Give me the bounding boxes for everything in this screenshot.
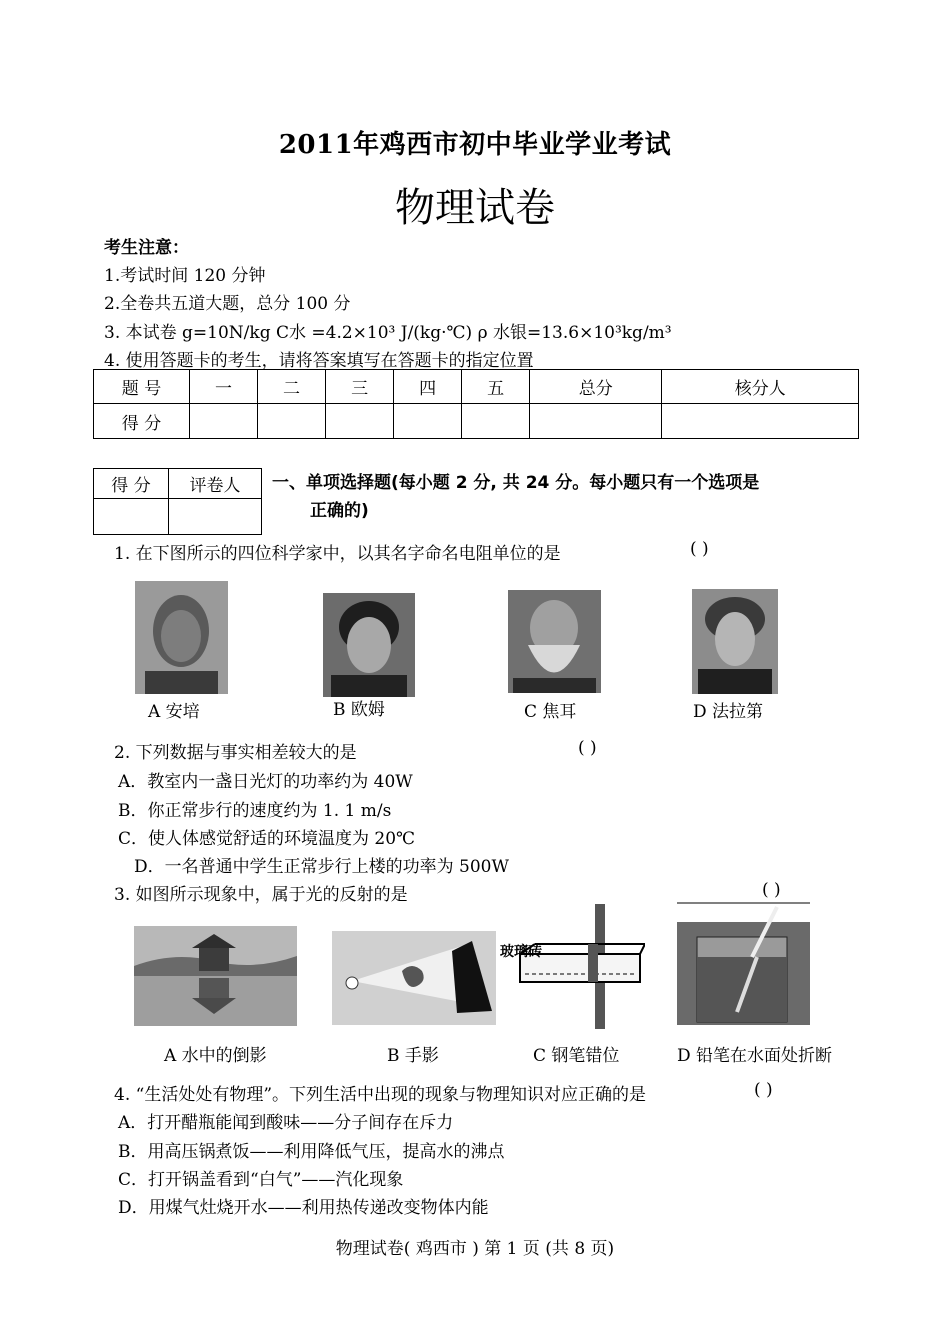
score-header-cell: 二 xyxy=(258,370,326,404)
q2-bracket: ( ) xyxy=(578,738,597,758)
score-header-cell: 五 xyxy=(462,370,530,404)
score-cell[interactable] xyxy=(190,404,258,439)
grader-box xyxy=(93,468,262,535)
score-header-cell: 四 xyxy=(394,370,462,404)
glass-brick-label: 玻璃砖 xyxy=(500,944,542,960)
score-header-cell: 题 号 xyxy=(94,370,190,404)
notice-item-4: 4. 使用答题卡的考生，请将答案填写在答题卡的指定位置 xyxy=(104,351,534,371)
q3-caption-a: A 水中的倒影 xyxy=(164,1046,267,1066)
portrait-faraday-image xyxy=(692,589,778,694)
q4-option-a: A．打开醋瓶能闻到酸味——分子间存在斥力 xyxy=(118,1113,454,1133)
pencil-in-water-image xyxy=(677,902,810,1025)
notice-heading: 考生注意： xyxy=(104,238,189,258)
q2-stem: 2. 下列数据与事实相差较大的是 xyxy=(114,743,357,763)
notice-item-2: 2.全卷共五道大题，总分 100 分 xyxy=(104,294,351,314)
q4-stem: 4. “生活处处有物理”。下列生活中出现的现象与物理知识对应正确的是 xyxy=(114,1085,647,1105)
hand-shadow-image xyxy=(332,931,496,1025)
q2-option-d: D．一名普通中学生正常步行上楼的功率为 500W xyxy=(134,857,509,877)
page-footer: 物理试卷( 鸡西市 ) 第 1 页 (共 8 页) xyxy=(335,1239,615,1259)
grader-header-cell: 评卷人 xyxy=(169,469,262,499)
q1-bracket: ( ) xyxy=(690,539,709,559)
notice-item-1: 1.考试时间 120 分钟 xyxy=(104,266,266,286)
q2-option-c: C．使人体感觉舒适的环境温度为 20℃ xyxy=(118,829,416,849)
score-cell[interactable] xyxy=(530,404,662,439)
q3-caption-b: B 手影 xyxy=(387,1046,439,1066)
glass-brick-pen-image xyxy=(515,904,645,1029)
q4-option-d: D．用煤气灶烧开水——利用热传递改变物体内能 xyxy=(118,1198,489,1218)
q1-caption-c: C 焦耳 xyxy=(524,702,577,722)
portrait-ampere-image xyxy=(135,581,228,694)
score-header-cell: 三 xyxy=(326,370,394,404)
score-table xyxy=(93,369,859,439)
score-row-label: 得 分 xyxy=(94,404,190,439)
q3-stem: 3. 如图所示现象中，属于光的反射的是 xyxy=(114,885,408,905)
exam-title: 2011年鸡西市初中毕业学业考试 xyxy=(278,130,672,160)
score-cell[interactable] xyxy=(394,404,462,439)
grader-cell[interactable] xyxy=(94,499,169,535)
reflection-pavilion-image xyxy=(134,926,297,1026)
q4-option-c: C．打开锅盖看到“白气”——汽化现象 xyxy=(118,1170,404,1190)
q4-bracket: ( ) xyxy=(754,1080,773,1100)
score-cell[interactable] xyxy=(662,404,859,439)
section1-title-line1: 一、单项选择题(每小题 2 分, 共 24 分。每小题只有一个选项是 xyxy=(272,473,760,493)
score-cell[interactable] xyxy=(258,404,326,439)
portrait-joule-image xyxy=(508,590,601,693)
grader-cell[interactable] xyxy=(169,499,262,535)
notice-item-3: 3. 本试卷 g=10N/kg C水 =4.2×10³ J/(kg·℃) ρ 水银=13.6×10³kg/m³ xyxy=(104,323,672,343)
score-header-cell: 一 xyxy=(190,370,258,404)
q2-option-a: A．教室内一盏日光灯的功率约为 40W xyxy=(118,772,413,792)
q1-caption-a: A 安培 xyxy=(148,702,200,722)
score-header-cell: 核分人 xyxy=(662,370,859,404)
section1-title-line2: 正确的) xyxy=(310,501,369,521)
q2-option-b: B．你正常步行的速度约为 1. 1 m/s xyxy=(118,801,392,821)
score-header-cell: 总分 xyxy=(530,370,662,404)
q3-caption-d: D 铅笔在水面处折断 xyxy=(677,1046,833,1066)
q3-caption-c: C 钢笔错位 xyxy=(533,1046,620,1066)
exam-subtitle: 物理试卷 xyxy=(395,185,555,231)
q1-caption-d: D 法拉第 xyxy=(693,702,764,722)
grader-header-cell: 得 分 xyxy=(94,469,169,499)
score-cell[interactable] xyxy=(462,404,530,439)
q1-caption-b: B 欧姆 xyxy=(333,700,385,720)
q4-option-b: B．用高压锅煮饭——利用降低气压，提高水的沸点 xyxy=(118,1142,505,1162)
q1-stem: 1. 在下图所示的四位科学家中，以其名字命名电阻单位的是 xyxy=(114,544,561,564)
portrait-ohm-image xyxy=(323,593,415,697)
score-cell[interactable] xyxy=(326,404,394,439)
q3-bracket: ( ) xyxy=(762,880,781,900)
